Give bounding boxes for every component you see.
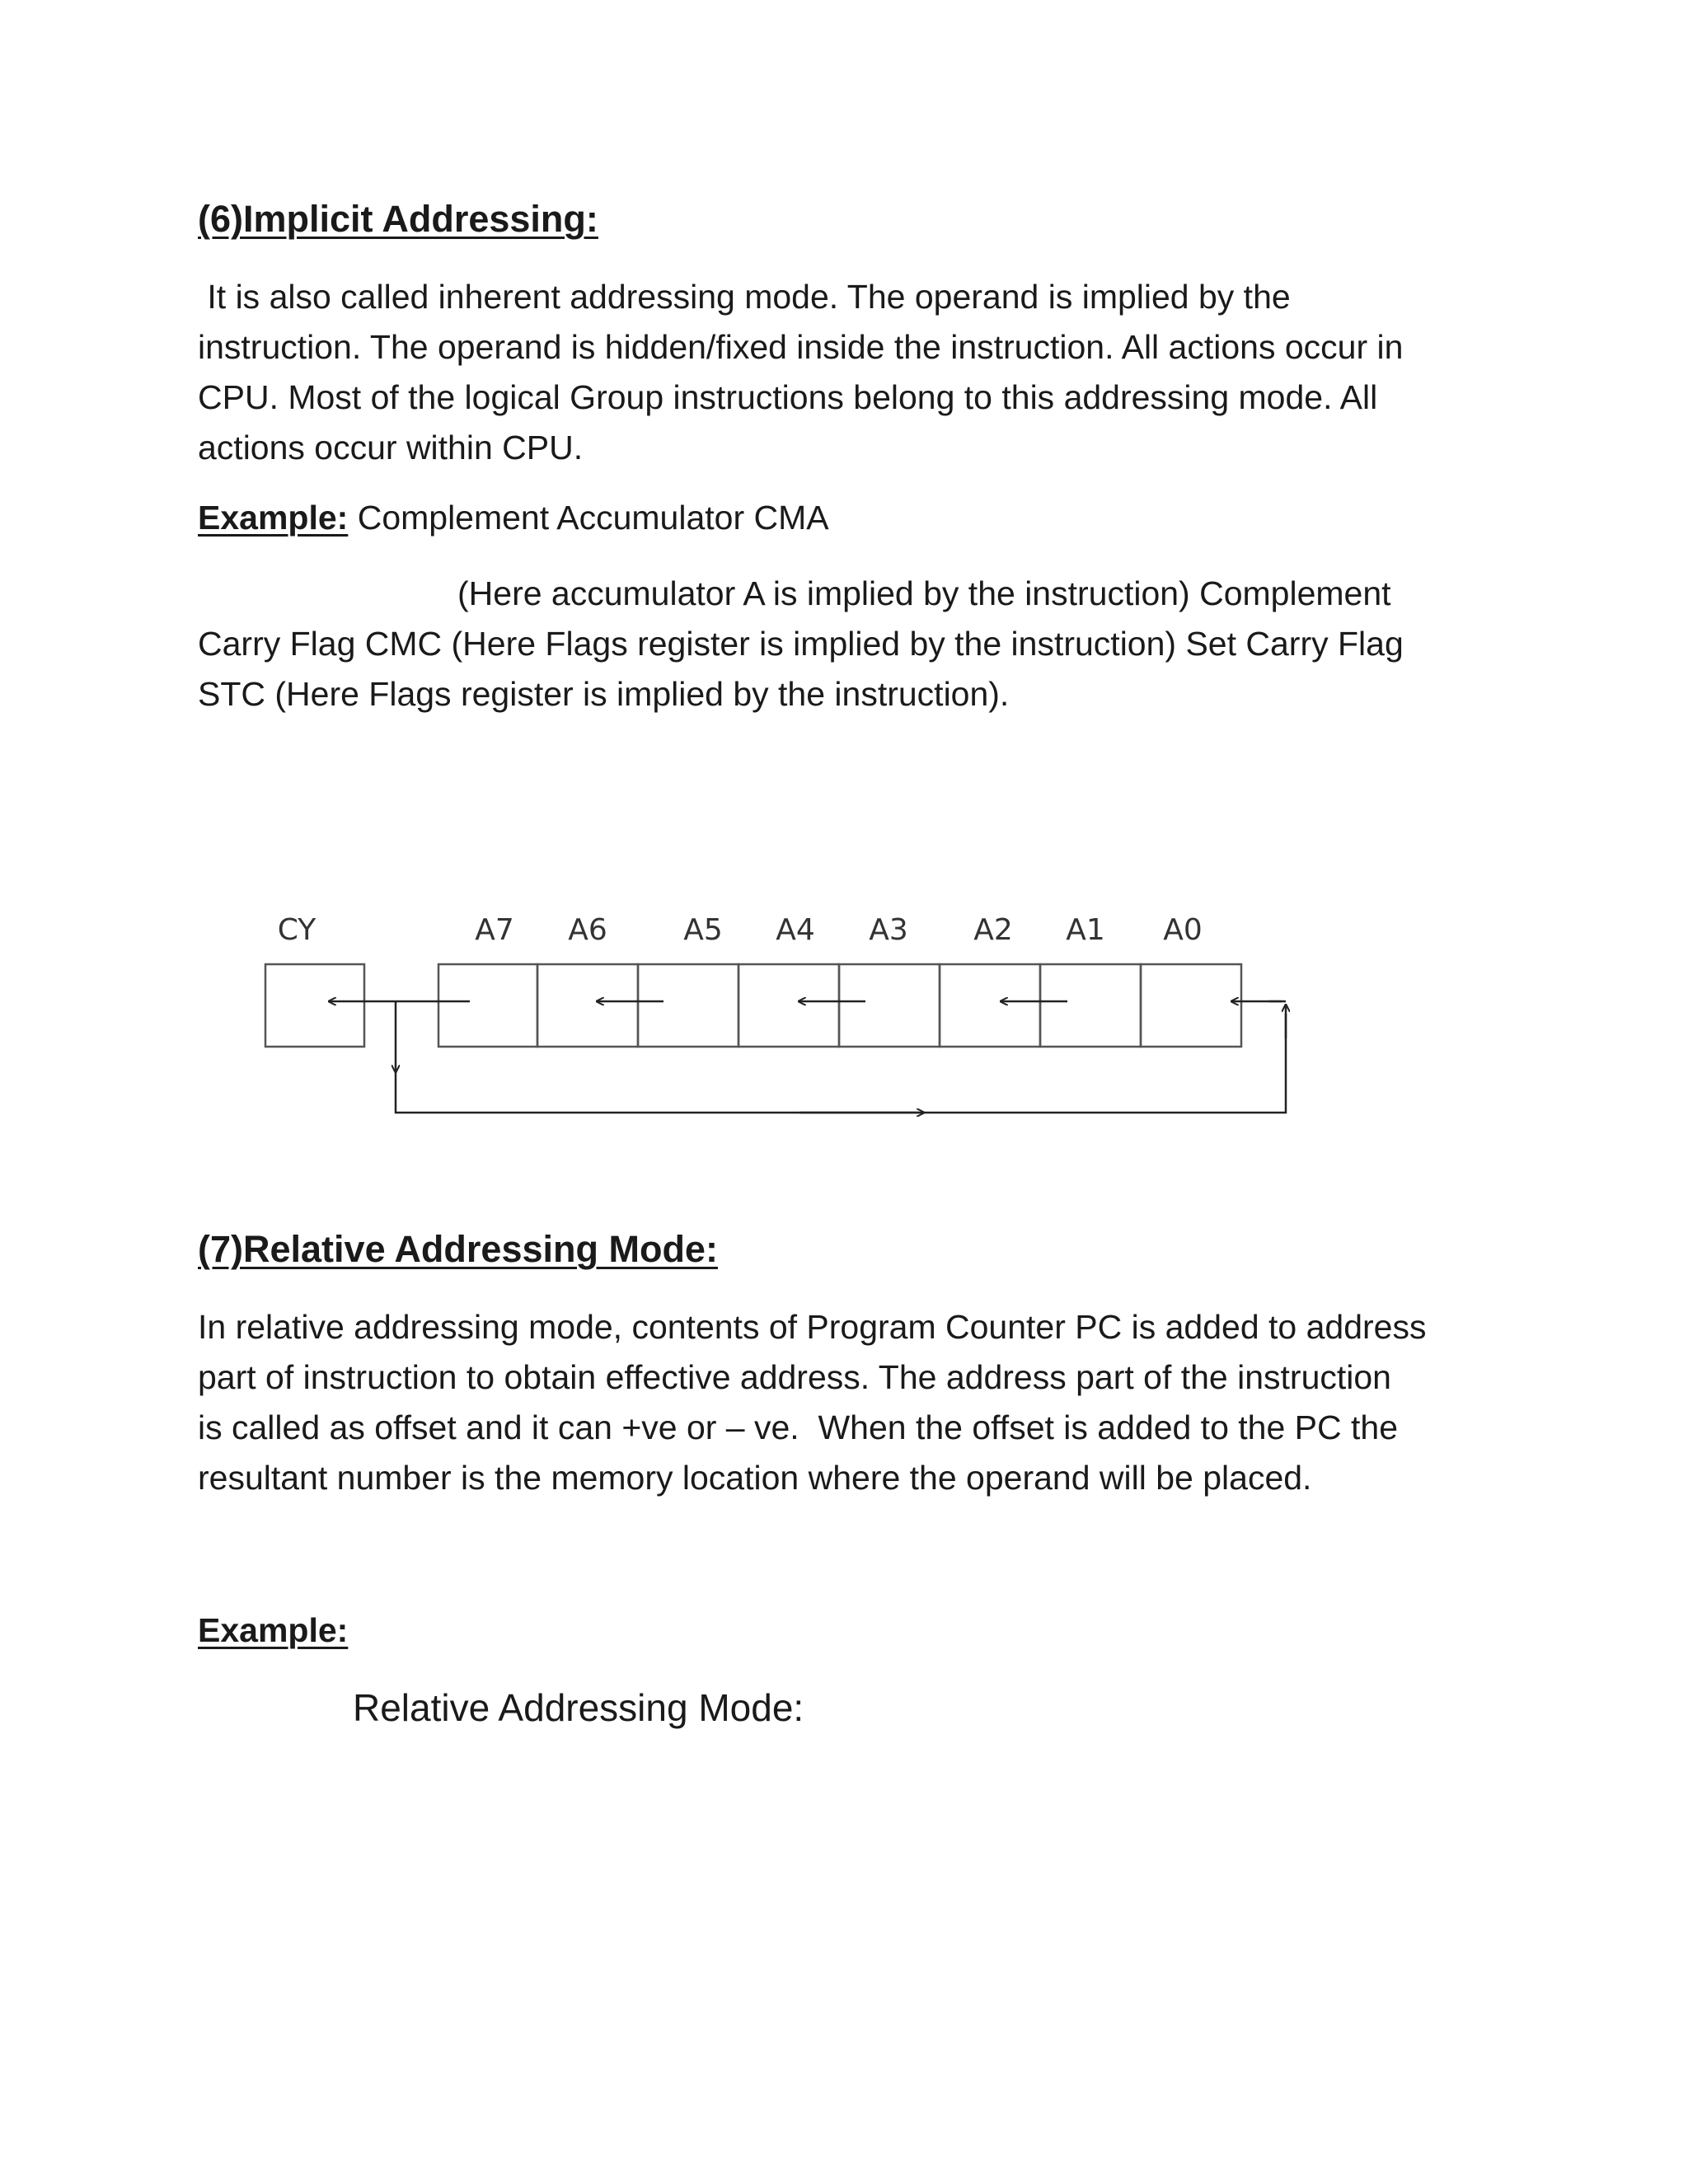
section-6-example-explanation (198, 569, 1500, 719)
paragraph-line: instruction. The operand is hidden/fixed inside the instruction. All actions occur in (198, 328, 1404, 366)
register-cell (940, 964, 1040, 1047)
example-text: Complement Accumulator CMA (348, 499, 829, 537)
rotate-through-carry-diagram (223, 874, 1327, 1121)
section-7-paragraph (198, 1302, 1500, 1503)
register-bit-label: A2 (973, 913, 1013, 947)
register-cell (1040, 964, 1141, 1047)
register-bit-label: A1 (1066, 913, 1105, 947)
register-diagram-svg (223, 874, 1327, 1121)
paragraph-line: is called as offset and it can +ve or – ve. When the offset is added to the PC the (198, 1408, 1399, 1446)
section-6-paragraph (198, 272, 1500, 473)
section-7-example (198, 1611, 348, 1650)
register-cell (1141, 964, 1241, 1047)
paragraph-line: actions occur within CPU. (198, 429, 584, 466)
register-cell (738, 964, 839, 1047)
register-bit-label: A6 (568, 913, 607, 947)
register-cell (438, 964, 537, 1047)
paragraph-line: It is also called inherent addressing mode. The operand is implied by the (198, 278, 1291, 316)
example-label: Example: (198, 499, 349, 537)
register-cell (839, 964, 940, 1047)
paragraph-line: CPU. Most of the logical Group instructions belong to this addressing mode. All (198, 378, 1378, 416)
section-7-heading: (7)Relative Addressing Mode: (198, 1228, 718, 1270)
explanation-line: Carry Flag CMC (Here Flags register is implied by the instruction) Set Carry Flag (198, 625, 1404, 663)
paragraph-line: In relative addressing mode, contents of Program Counter PC is added to address (198, 1308, 1427, 1346)
register-bit-label: A4 (776, 913, 815, 947)
accumulator-register (438, 964, 1241, 1047)
section-6-heading: (6)Implicit Addressing: (198, 198, 598, 240)
register-bit-label: A0 (1163, 913, 1203, 947)
section-7-example-subheading: Relative Addressing Mode: (353, 1686, 804, 1729)
explanation-line: STC (Here Flags register is implied by the instruction). (198, 675, 1010, 713)
paragraph-line: part of instruction to obtain effective address. The address part of the instruction (198, 1358, 1391, 1396)
register-cell (537, 964, 638, 1047)
register-cell (638, 964, 738, 1047)
register-bit-label: A5 (683, 913, 723, 947)
register-bit-label: A7 (475, 913, 514, 947)
explanation-line: (Here accumulator A is implied by the instruction) Complement (457, 574, 1391, 612)
paragraph-line: resultant number is the memory location where the operand will be placed. (198, 1459, 1312, 1497)
example-label: Example: (198, 1611, 349, 1649)
carry-label: CY (277, 913, 316, 947)
carry-box (265, 964, 364, 1047)
feedback-line (396, 1014, 1286, 1113)
section-6-example (198, 499, 829, 537)
register-bit-label: A3 (869, 913, 908, 947)
